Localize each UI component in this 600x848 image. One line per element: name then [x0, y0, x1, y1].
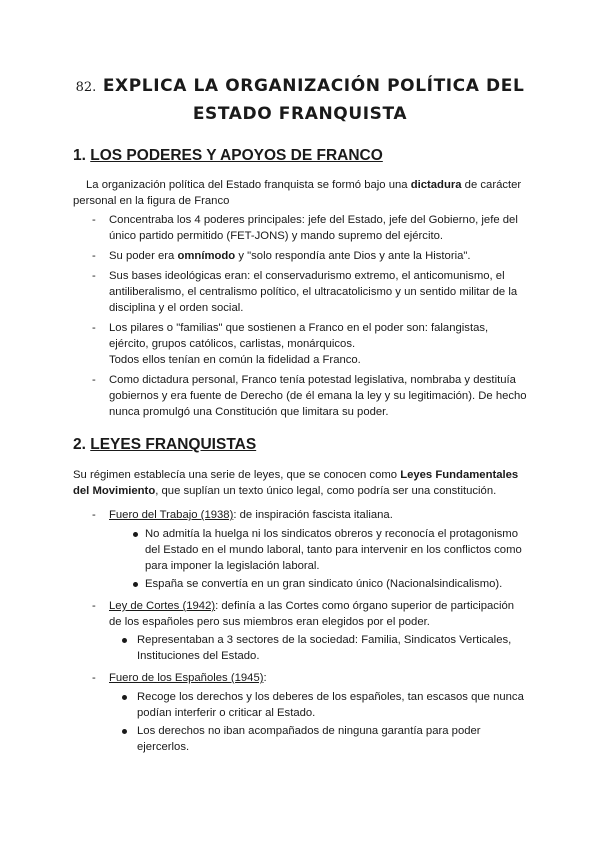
dash-bullet: -	[92, 322, 96, 334]
dash-bullet: -	[92, 214, 96, 226]
law-2-name: Ley de Cortes (1942)	[109, 600, 216, 612]
law-1-sub-1-line-3: para imponer la legislación laboral.	[145, 560, 320, 572]
page-title-line-2: ESTADO FRANQUISTA	[192, 104, 408, 124]
item-2-line-1: Su poder era omnímodo y "solo respondía ante Dios y ante la Historia".	[109, 250, 471, 262]
dash-bullet: -	[92, 509, 96, 521]
bullet-dot	[133, 582, 138, 587]
keyword-dictadura: dictadura	[410, 179, 462, 191]
law-1-sub-1-line-2: del Estado en el mundo laboral, tanto para intervenir en los conflictos como	[145, 544, 522, 556]
section-2-number: 2.	[73, 436, 86, 453]
law-3-line-1: Fuero de los Españoles (1945):	[109, 672, 267, 684]
section-1-title: LOS PODERES Y APOYOS DE FRANCO	[90, 147, 383, 164]
law-2-line-1: Ley de Cortes (1942): definía a las Cortes como órgano superior de participación	[109, 600, 515, 612]
title-number: 82.	[75, 80, 97, 95]
section-1-heading	[73, 147, 383, 165]
bullet-dot	[122, 695, 127, 700]
item-4-line-2: ejército, grupos católicos, carlistas, monárquicos.	[109, 338, 356, 350]
page-title	[0, 76, 600, 96]
section-2-heading	[73, 436, 256, 454]
bullet-dot	[122, 638, 127, 643]
item-4-line-1: Los pilares o "familias" que sostienen a Franco en el poder son: falangistas,	[109, 322, 489, 334]
law-2-sub-1-line-2: Instituciones del Estado.	[137, 650, 260, 662]
keyword-leyes-fundamentales: Leyes Fundamentales	[400, 469, 519, 481]
section-1-number: 1.	[73, 147, 86, 164]
keyword-omnimodo: omnímodo	[177, 250, 236, 262]
law-2-sub-1-line-1: Representaban a 3 sectores de la sociedad: Familia, Sindicatos Verticales,	[137, 634, 512, 646]
law-2-line-2: de los españoles pero sus miembros eran elegidos por el poder.	[109, 616, 430, 628]
keyword-del-movimiento: del Movimiento	[73, 485, 156, 497]
law-1-line-1: Fuero del Trabajo (1938): de inspiración fascista italiana.	[109, 509, 393, 521]
section-2-intro-line-2: del Movimiento, que suplían un texto único legal, como podría ser una constitución.	[73, 485, 497, 497]
section-2-intro-line-1: Su régimen establecía una serie de leyes, que se conocen como Leyes Fundamentales	[73, 469, 519, 481]
item-1-line-2: único partido permitido (FET-JONS) y mando supremo del ejército.	[109, 230, 444, 242]
item-5-line-1: Como dictadura personal, Franco tenía potestad legislativa, nombraba y destituía	[109, 374, 516, 386]
dash-bullet: -	[92, 600, 96, 612]
section-1-intro-line-1: La organización política del Estado franquista se formó bajo una dictadura de carácter	[86, 179, 522, 191]
law-3-name: Fuero de los Españoles (1945)	[109, 672, 264, 684]
law-3-sub-1-line-1: Recoge los derechos y los deberes de los españoles, tan escasos que nunca	[137, 691, 524, 703]
bullet-dot	[122, 729, 127, 734]
dash-bullet: -	[92, 672, 96, 684]
law-1-name: Fuero del Trabajo (1938)	[109, 509, 234, 521]
item-1-line-1: Concentraba los 4 poderes principales: jefe del Estado, jefe del Gobierno, jefe del	[109, 214, 518, 226]
law-3-sub-2-line-2: ejercerlos.	[137, 741, 190, 753]
law-1-sub-1-line-1: No admitía la huelga ni los sindicatos obreros y reconocía el protagonismo	[145, 528, 519, 540]
dash-bullet: -	[92, 374, 96, 386]
item-5-line-2: gobiernos y era fuente de Derecho (de él emana la ley y su legitimación). De hecho	[109, 390, 527, 402]
item-3-line-3: disciplina y el orden social.	[109, 302, 244, 314]
item-4-line-3: Todos ellos tenían en común la fidelidad a Franco.	[109, 354, 361, 366]
title-line-1: EXPLICA LA ORGANIZACIÓN POLÍTICA DEL	[102, 76, 525, 96]
item-3-line-1: Sus bases ideológicas eran: el conservadurismo extremo, el anticomunismo, el	[109, 270, 505, 282]
law-1-sub-2-line-1: España se convertía en un gran sindicato único (Nacionalsindicalismo).	[145, 578, 503, 590]
dash-bullet: -	[92, 270, 96, 282]
section-1-intro-line-2: personal en la figura de Franco	[73, 195, 230, 207]
bullet-dot	[133, 532, 138, 537]
item-5-line-3: nunca promulgó una Constitución que limitara su poder.	[109, 406, 389, 418]
dash-bullet: -	[92, 250, 96, 262]
law-3-sub-1-line-2: podían interferir o criticar al Estado.	[137, 707, 316, 719]
law-3-sub-2-line-1: Los derechos no iban acompañados de ninguna garantía para poder	[137, 725, 481, 737]
item-3-line-2: antiliberalismo, el centralismo político, el ultracatolicismo y un sentido militar de la	[109, 286, 518, 298]
section-2-title: LEYES FRANQUISTAS	[90, 436, 257, 453]
